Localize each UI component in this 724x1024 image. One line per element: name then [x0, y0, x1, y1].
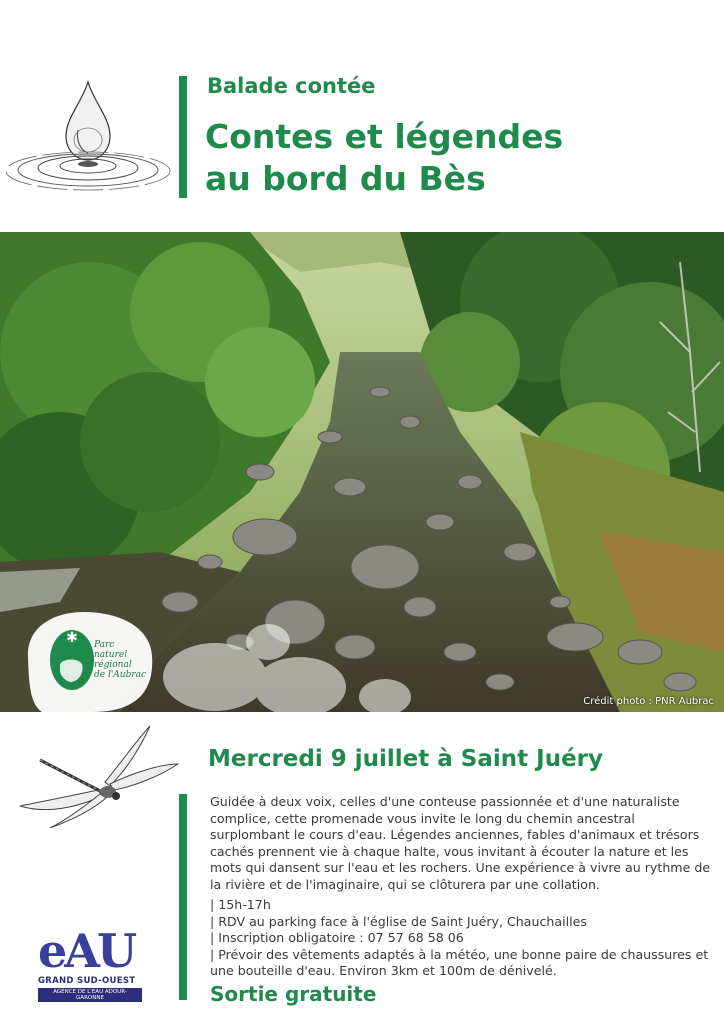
title-line-1: Contes et légendes [205, 117, 564, 156]
accent-bar-bottom [179, 794, 187, 1000]
event-date: Mercredi 9 juillet à Saint Juéry [208, 746, 604, 772]
photo-credit: Crédit photo : PNR Aubrac [583, 696, 714, 707]
water-drop-icon [4, 80, 172, 192]
eau-logo [38, 924, 148, 1002]
eau-region: GRAND SUD-OUEST [38, 976, 136, 986]
park-logo [22, 608, 154, 712]
eau-agency: AGENCE DE L'EAU ADOUR-GARONNE [38, 988, 142, 1002]
page-title [205, 116, 563, 200]
eau-wordmark: eAU [38, 924, 135, 978]
detail-equipment: | Prévoir des vêtements adaptés à la météo, une bonne paire de chaussures et une bouteille d'eau. Environ 3km et 100m de dénivelé. [210, 946, 709, 978]
title-line-2: au bord du Bès [205, 159, 486, 198]
event-category: Balade contée [207, 74, 376, 98]
detail-time: | 15h-17h [210, 897, 271, 912]
event-details [210, 897, 715, 980]
svg-text:✱: ✱ [66, 630, 78, 646]
price-label: Sortie gratuite [210, 982, 377, 1006]
park-name: Parc naturel régional de l'Aubrac [94, 640, 147, 680]
dragonfly-icon [10, 724, 180, 828]
detail-meeting-point: | RDV au parking face à l'église de Saint Juéry, Chauchailles [210, 913, 587, 929]
detail-registration: | Inscription obligatoire : 07 57 68 58 06 [210, 930, 464, 945]
event-description: Guidée à deux voix, celles d'une conteuse passionnée et d'une naturaliste complice, cette promenade vous invite le long du chemin ancestral surplombant le cours d'eau. Légendes anciennes, fables d'animaux et trésors cachés prennent vie à chaque halte, vous invitant à écouter la nature et les mots qui dansent sur l'eau et les rochers. Une expérience à vivre au rythme de la rivière et de l'imaginaire, qui se clôturera par une collation. [210, 794, 711, 892]
accent-bar-top [179, 76, 187, 198]
